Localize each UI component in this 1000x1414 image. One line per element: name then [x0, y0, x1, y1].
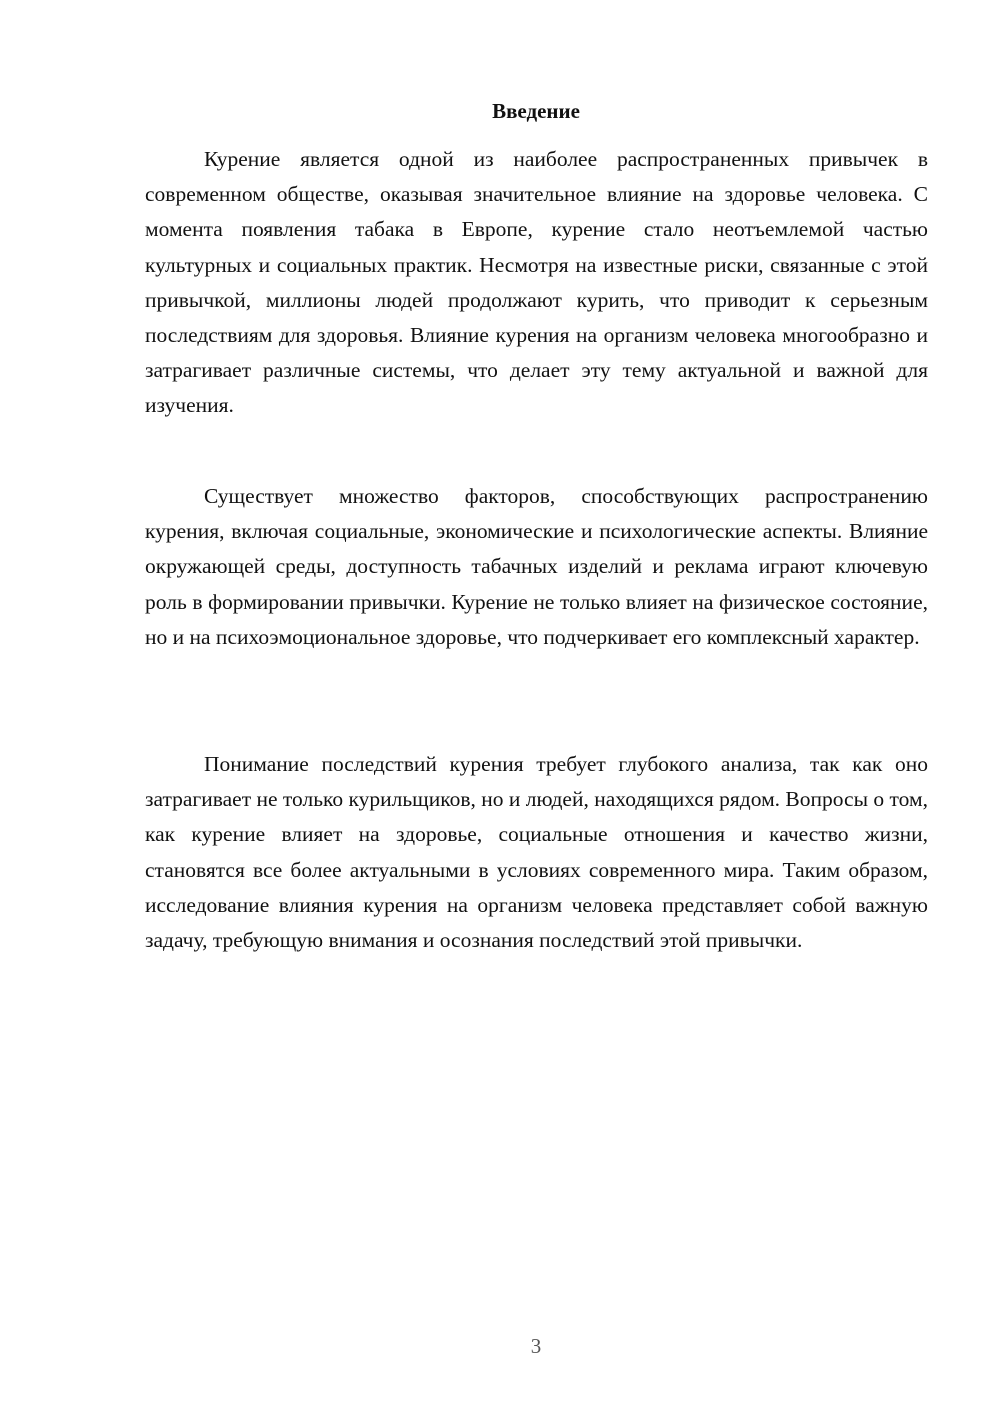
- paragraph-2: Существует множество факторов, способствующих распространению курения, включая социальные, экономические и психологические аспекты. Влияние окружающей среды, доступность табачных изделий и реклама играют ключевую роль в формировании привычки. Курение не только влияет на физическое состояние, но и на психоэмоциональное здоровье, что подчеркивает его комплексный характер.: [145, 484, 928, 649]
- paragraph-3: Понимание последствий курения требует глубокого анализа, так как оно затрагивает не только курильщиков, но и людей, находящихся рядом. Вопросы о том, как курение влияет на здоровье, социальные отношения и качество жизни, становятся все более актуальными в условиях современного мира. Таким образом, исследование влияния курения на организм человека представляет собой важную задачу, требующую внимания и осознания последствий этой привычки.: [145, 752, 928, 953]
- paragraph-1: Курение является одной из наиболее распространенных привычек в современном обществе, оказывая значительное влияние на здоровье человека. С момента появления табака в Европе, курение стало неотъемлемой частью культурных и социальных практик. Несмотря на известные риски, связанные с этой привычкой, миллионы людей продолжают курить, что приводит к серьезным последствиям для здоровья. Влияние курения на организм человека многообразно и затрагивает различные системы, что делает эту тему актуальной и важной для изучения.: [145, 147, 928, 418]
- page-number: 3: [530, 1334, 542, 1358]
- page-title: Введение: [492, 99, 580, 123]
